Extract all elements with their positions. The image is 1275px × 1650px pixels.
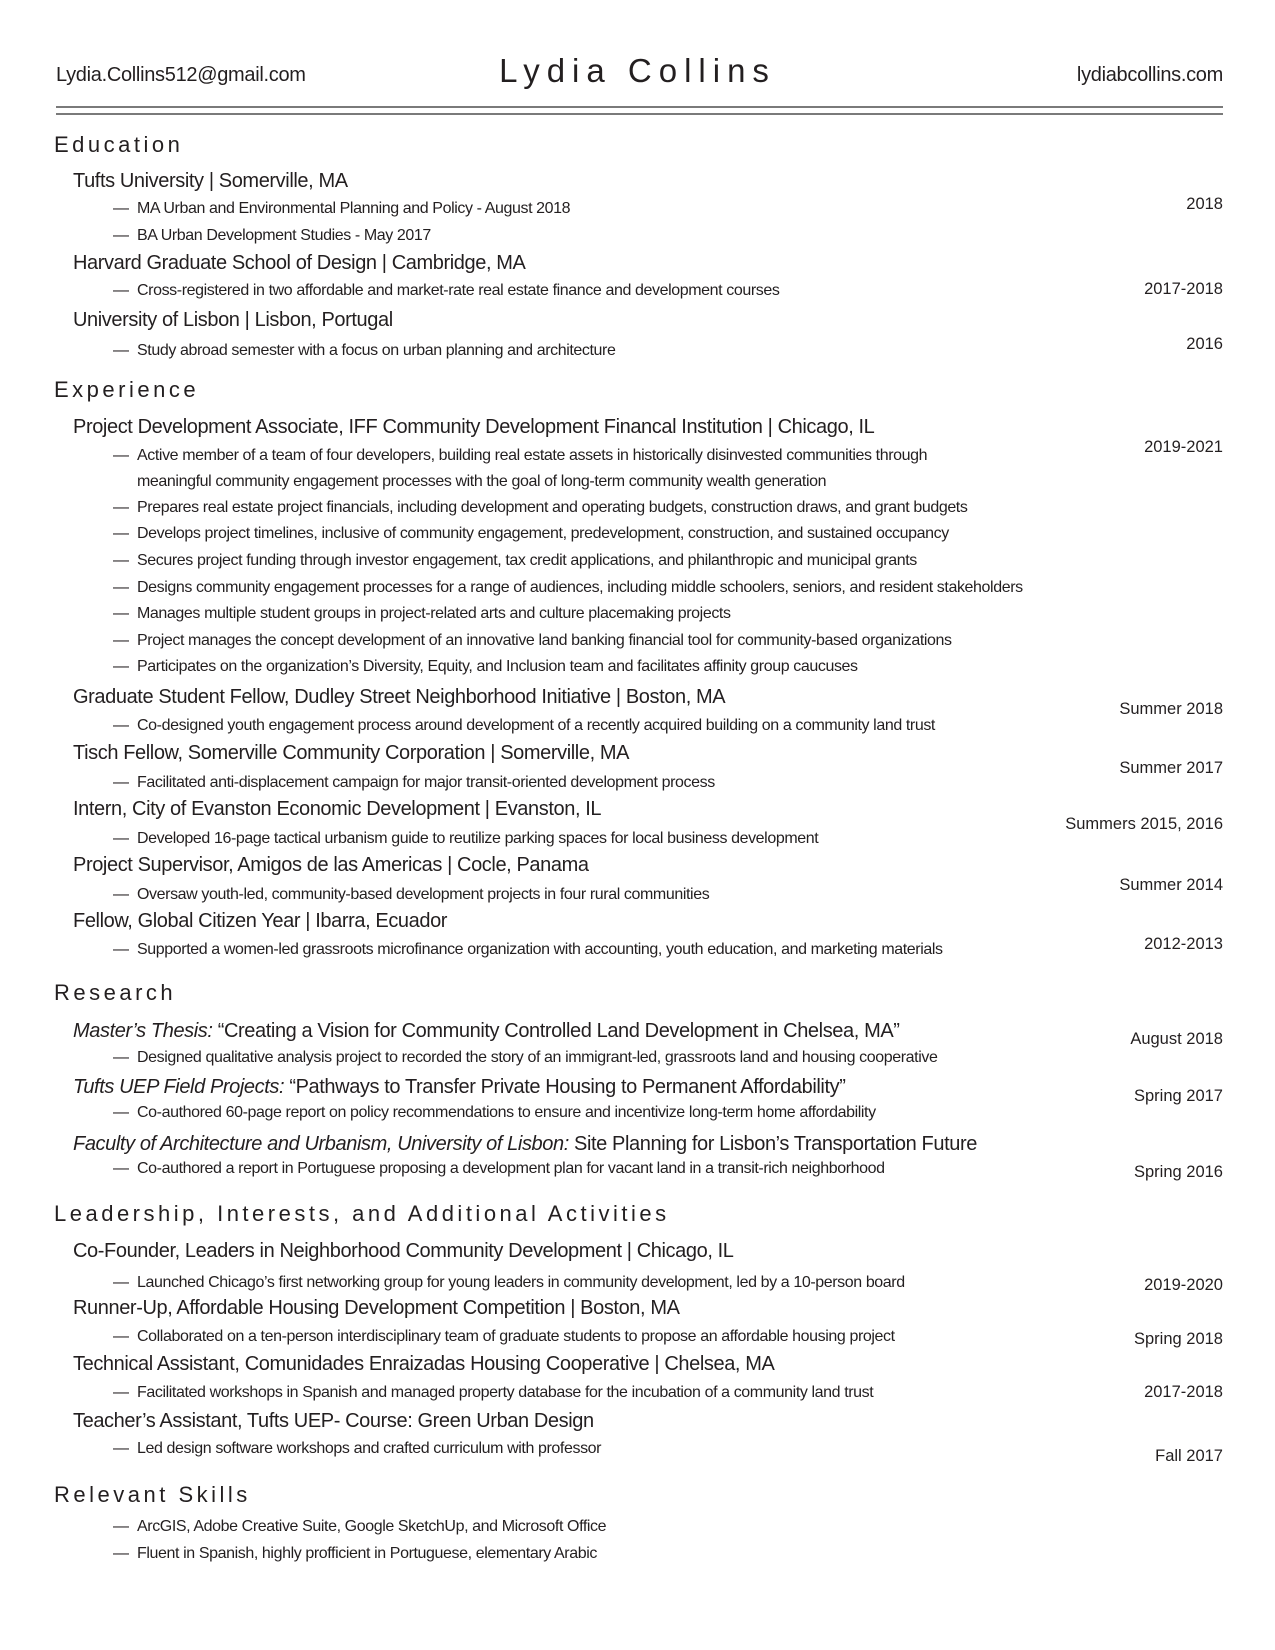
entry-date: 2017-2018 bbox=[1144, 1383, 1223, 1401]
entry-title: Master’s Thesis: “Creating a Vision for Community Controlled Land Development in Chelsea, MA” bbox=[73, 1020, 900, 1042]
list-item: — Facilitated anti-displacement campaign for major transit-oriented development process bbox=[113, 774, 715, 791]
entry-date: 2018 bbox=[1186, 195, 1223, 213]
list-item: — Co-authored 60-page report on policy recommendations to ensure and incentivize long-term home affordability bbox=[113, 1104, 876, 1121]
dash-icon: — bbox=[113, 200, 129, 217]
list-item: — Study abroad semester with a focus on urban planning and architecture bbox=[113, 342, 616, 359]
entry-date: Summer 2018 bbox=[1119, 700, 1223, 718]
list-item: — Manages multiple student groups in project-related arts and culture placemaking projects bbox=[113, 605, 731, 622]
dash-icon: — bbox=[113, 1274, 129, 1291]
entry-date: 2016 bbox=[1186, 335, 1223, 353]
dash-icon: — bbox=[113, 1049, 129, 1066]
section-title-experience: Experience bbox=[54, 377, 200, 402]
list-item: — Fluent in Spanish, highly profficient in Portuguese, elementary Arabic bbox=[113, 1545, 597, 1562]
entry-date: 2012-2013 bbox=[1144, 935, 1223, 953]
list-item: — Cross-registered in two affordable and market-rate real estate finance and development courses bbox=[113, 282, 780, 299]
list-item: — Designs community engagement processes for a range of audiences, including middle schoolers, seniors, and resident stakeholders bbox=[113, 579, 1023, 596]
entry-title: Graduate Student Fellow, Dudley Street Neighborhood Initiative | Boston, MA bbox=[73, 686, 726, 708]
entry-date: 2019-2020 bbox=[1144, 1276, 1223, 1294]
entry-title: Tufts University | Somerville, MA bbox=[73, 170, 348, 192]
email-link[interactable]: Lydia.Collins512@gmail.com bbox=[56, 64, 306, 86]
entry-date: Summer 2017 bbox=[1119, 759, 1223, 777]
list-item: — Co-authored a report in Portuguese proposing a development plan for vacant land in a transit-rich neighborhood bbox=[113, 1160, 885, 1177]
list-item: — ArcGIS, Adobe Creative Suite, Google SketchUp, and Microsoft Office bbox=[113, 1518, 607, 1535]
list-item: — Designed qualitative analysis project to recorded the story of an immigrant-led, grassroots land and housing cooperative bbox=[113, 1049, 938, 1066]
dash-icon: — bbox=[113, 886, 129, 903]
dash-icon: — bbox=[113, 499, 129, 516]
entry-title: Runner-Up, Affordable Housing Development Competition | Boston, MA bbox=[73, 1297, 680, 1319]
dash-icon: — bbox=[113, 1328, 129, 1345]
dash-icon: — bbox=[113, 552, 129, 569]
list-item: — Project manages the concept development of an innovative land banking financial tool for community-based organizations bbox=[113, 632, 952, 649]
list-item: — Oversaw youth-led, community-based development projects in four rural communities bbox=[113, 886, 710, 903]
section-title-research: Research bbox=[54, 980, 177, 1005]
dash-icon: — bbox=[113, 447, 129, 464]
website-link[interactable]: lydiabcollins.com bbox=[1076, 64, 1223, 86]
dash-icon: — bbox=[113, 342, 129, 359]
list-item-continuation: meaningful community engagement processes with the goal of long-term community wealth generation bbox=[137, 473, 827, 490]
section-title-skills: Relevant Skills bbox=[54, 1482, 251, 1507]
dash-icon: — bbox=[113, 830, 129, 847]
entry-title: Tufts UEP Field Projects: “Pathways to Transfer Private Housing to Permanent Affordability” bbox=[73, 1076, 846, 1098]
dash-icon: — bbox=[113, 1545, 129, 1562]
entry-title: Technical Assistant, Comunidades Enraizadas Housing Cooperative | Chelsea, MA bbox=[73, 1353, 775, 1375]
entry-date: Summer 2014 bbox=[1119, 876, 1223, 894]
entry-date: Fall 2017 bbox=[1155, 1447, 1223, 1465]
header-divider-bottom bbox=[56, 113, 1223, 115]
entry-title: Tisch Fellow, Somerville Community Corporation | Somerville, MA bbox=[73, 742, 630, 764]
entry-title: Fellow, Global Citizen Year | Ibarra, Ecuador bbox=[73, 910, 448, 932]
dash-icon: — bbox=[113, 1518, 129, 1535]
list-item: — Supported a women-led grassroots microfinance organization with accounting, youth education, and marketing materials bbox=[113, 941, 943, 958]
list-item: — Launched Chicago’s first networking group for young leaders in community development, led by a 10-person board bbox=[113, 1274, 905, 1291]
list-item: — Developed 16-page tactical urbanism guide to reutilize parking spaces for local business development bbox=[113, 830, 819, 847]
dash-icon: — bbox=[113, 525, 129, 542]
entry-title: University of Lisbon | Lisbon, Portugal bbox=[73, 309, 393, 331]
list-item: — Facilitated workshops in Spanish and managed property database for the incubation of a community land trust bbox=[113, 1384, 874, 1401]
entry-label: Tufts UEP Field Projects: bbox=[73, 1076, 285, 1098]
entry-title: Co-Founder, Leaders in Neighborhood Community Development | Chicago, IL bbox=[73, 1240, 734, 1262]
dash-icon: — bbox=[113, 1384, 129, 1401]
list-item: — MA Urban and Environmental Planning and Policy - August 2018 bbox=[113, 200, 571, 217]
entry-title: Teacher’s Assistant, Tufts UEP- Course: Green Urban Design bbox=[73, 1410, 594, 1432]
entry-date: 2017-2018 bbox=[1144, 280, 1223, 298]
entry-date: Spring 2018 bbox=[1134, 1330, 1223, 1348]
entry-date: Spring 2016 bbox=[1134, 1163, 1223, 1181]
list-item: — Prepares real estate project financials, including development and operating budgets, construction draws, and grant budgets bbox=[113, 499, 968, 516]
entry-title: Harvard Graduate School of Design | Cambridge, MA bbox=[73, 252, 526, 274]
dash-icon: — bbox=[113, 605, 129, 622]
list-item: — Co-designed youth engagement process around development of a recently acquired building on a community land trust bbox=[113, 717, 935, 734]
list-item: — Active member of a team of four developers, building real estate assets in historically disinvested communities through bbox=[113, 447, 928, 464]
dash-icon: — bbox=[113, 632, 129, 649]
list-item: — Develops project timelines, inclusive of community engagement, predevelopment, construction, and sustained occupancy bbox=[113, 525, 949, 542]
entry-date: Spring 2017 bbox=[1134, 1087, 1223, 1105]
header-divider-top bbox=[56, 106, 1223, 108]
entry-date: August 2018 bbox=[1130, 1030, 1223, 1048]
entry-date: Summers 2015, 2016 bbox=[1065, 815, 1223, 833]
dash-icon: — bbox=[113, 774, 129, 791]
entry-title: Intern, City of Evanston Economic Development | Evanston, IL bbox=[73, 798, 602, 820]
entry-title: Project Supervisor, Amigos de las Americas | Cocle, Panama bbox=[73, 854, 589, 876]
dash-icon: — bbox=[113, 282, 129, 299]
dash-icon: — bbox=[113, 658, 129, 675]
dash-icon: — bbox=[113, 1160, 129, 1177]
section-title-education: Education bbox=[54, 132, 184, 157]
list-item: — Participates on the organization’s Diversity, Equity, and Inclusion team and facilitates affinity group caucuses bbox=[113, 658, 858, 675]
list-item: — Led design software workshops and crafted curriculum with professor bbox=[113, 1440, 602, 1457]
entry-label: Master’s Thesis: bbox=[73, 1020, 213, 1042]
list-item: — Collaborated on a ten-person interdisciplinary team of graduate students to propose an affordable housing project bbox=[113, 1328, 895, 1345]
dash-icon: — bbox=[113, 1440, 129, 1457]
dash-icon: — bbox=[113, 579, 129, 596]
dash-icon: — bbox=[113, 941, 129, 958]
entry-date: 2019-2021 bbox=[1144, 438, 1223, 456]
dash-icon: — bbox=[113, 227, 129, 244]
list-item: — Secures project funding through investor engagement, tax credit applications, and philanthropic and municipal grants bbox=[113, 552, 917, 569]
dash-icon: — bbox=[113, 1104, 129, 1121]
dash-icon: — bbox=[113, 717, 129, 734]
section-title-leadership: Leadership, Interests, and Additional Activities bbox=[54, 1201, 670, 1226]
entry-label: Faculty of Architecture and Urbanism, University of Lisbon: bbox=[73, 1133, 569, 1155]
entry-title: Project Development Associate, IFF Community Development Financal Institution | Chicago, IL bbox=[73, 416, 875, 438]
list-item: — BA Urban Development Studies - May 2017 bbox=[113, 227, 431, 244]
page-title: Lydia Collins bbox=[499, 52, 776, 89]
entry-title: Faculty of Architecture and Urbanism, University of Lisbon: Site Planning for Lisbon’s Transportation Future bbox=[73, 1133, 977, 1155]
